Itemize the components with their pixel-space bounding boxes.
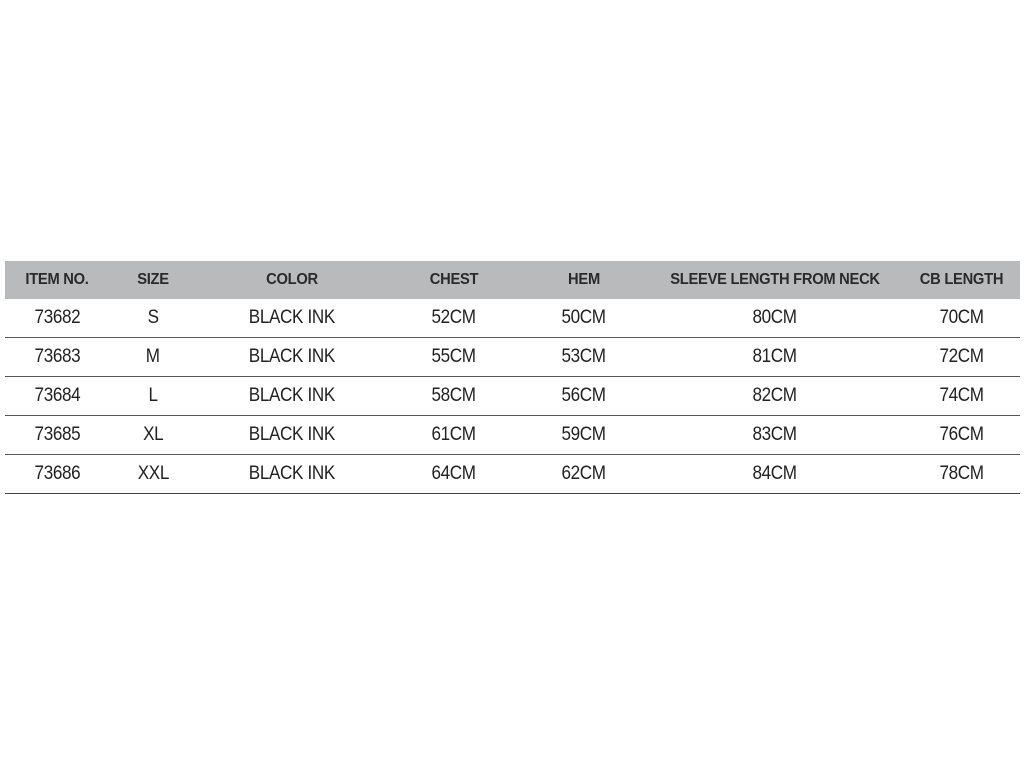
cell-size [109,338,197,377]
cell-hem [521,299,647,338]
cell-cb-length [903,416,1020,455]
cell-text: 78CM [939,463,984,484]
table-body [5,299,1020,494]
header-item-no: ITEM NO. [25,271,89,288]
cell-chest [387,455,521,494]
cell-text: 80CM [752,307,798,328]
cell-text: BLACK INK [248,307,336,328]
table-row [5,455,1020,494]
header-row [5,261,1020,299]
cell-hem [521,455,647,494]
table-row [5,416,1020,455]
cell-sleeve-length [647,299,903,338]
cell-text: 73686 [34,463,80,484]
header-chest: CHEST [429,271,479,288]
header-color: COLOR [266,271,318,288]
cell-item-no [5,455,109,494]
cell-sleeve-length [647,455,903,494]
cell-text: 61CM [431,424,477,445]
table-header [5,261,1020,299]
cell-sleeve-length [647,416,903,455]
cell-text: 58CM [431,385,477,406]
cell-cb-length [903,299,1020,338]
cell-text: 62CM [561,463,607,484]
cell-text: 56CM [561,385,607,406]
cell-chest [387,377,521,416]
cell-text: BLACK INK [248,424,336,445]
cell-size [109,455,197,494]
table-row [5,377,1020,416]
cell-text: M [146,346,160,367]
cell-text: 55CM [431,346,477,367]
cell-hem [521,338,647,377]
header-cb-length: CB LENGTH [919,271,1004,288]
cell-text: 73684 [34,385,80,406]
cell-text: 52CM [431,307,477,328]
cell-size [109,416,197,455]
cell-text: 82CM [752,385,798,406]
cell-color [197,299,387,338]
cell-text: 84CM [752,463,798,484]
cell-text: 72CM [939,346,984,367]
cell-item-no [5,416,109,455]
cell-hem [521,416,647,455]
cell-cb-length [903,377,1020,416]
header-sleeve-length: SLEEVE LENGTH FROM NECK [670,271,880,288]
cell-size [109,377,197,416]
cell-text: L [148,385,158,406]
cell-size [109,299,197,338]
header-size: SIZE [137,271,169,288]
cell-item-no [5,299,109,338]
cell-text: XL [142,424,164,445]
cell-cb-length [903,455,1020,494]
cell-text: 73682 [34,307,80,328]
cell-sleeve-length [647,338,903,377]
cell-text: 73685 [34,424,80,445]
cell-text: 74CM [939,385,984,406]
size-chart-table [5,261,1020,494]
table-row [5,299,1020,338]
cell-chest [387,416,521,455]
cell-color [197,455,387,494]
header-hem: HEM [568,271,600,288]
cell-cb-length [903,338,1020,377]
cell-text: 50CM [561,307,607,328]
cell-text: 73683 [34,346,80,367]
cell-text: 76CM [939,424,984,445]
cell-text: 64CM [431,463,477,484]
cell-text: 70CM [939,307,984,328]
table-row [5,338,1020,377]
cell-chest [387,299,521,338]
cell-color [197,377,387,416]
cell-text: 59CM [561,424,607,445]
cell-item-no [5,377,109,416]
cell-text: 53CM [561,346,607,367]
cell-text: BLACK INK [248,346,336,367]
cell-text: XXL [137,463,169,484]
cell-item-no [5,338,109,377]
cell-text: BLACK INK [248,463,336,484]
cell-text: BLACK INK [248,385,336,406]
cell-text: 83CM [752,424,798,445]
cell-hem [521,377,647,416]
cell-chest [387,338,521,377]
cell-color [197,416,387,455]
cell-text: S [147,307,159,328]
cell-color [197,338,387,377]
cell-text: 81CM [752,346,798,367]
cell-sleeve-length [647,377,903,416]
